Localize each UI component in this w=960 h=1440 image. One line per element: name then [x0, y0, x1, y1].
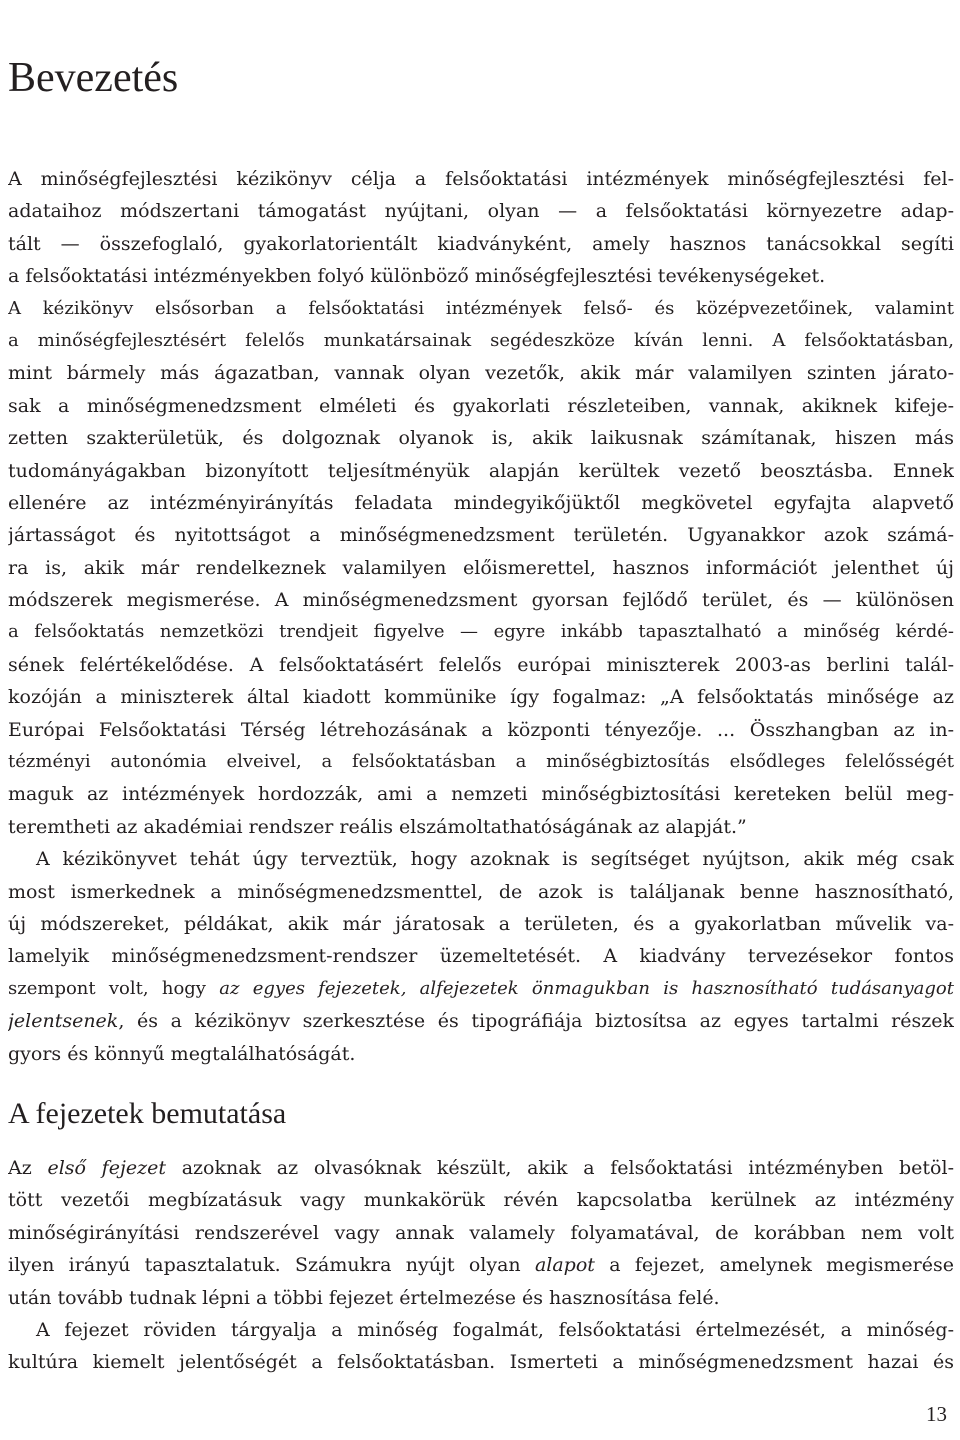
text-line: [8, 1249, 954, 1281]
text-line: a minőségfejlesztésért felelős munkatársainak segédeszköze kíván lenni. A felsőoktatásban,: [8, 329, 954, 351]
text-line: [8, 973, 954, 1005]
text-line: gyors és könnyű megtalálhatóságát.: [8, 1042, 356, 1065]
text-line: ellenére az intézményirányítás feladata mindegyikőjüktől megkövetel egyfajta alapvető: [8, 491, 954, 514]
subsection-heading: A fejezetek bemutatása: [8, 1097, 287, 1130]
text-line: most ismerkednek a minőségmenedzsmenttel, de azok is találjanak benne hasznosítható,: [8, 880, 954, 903]
text-line: jártasságot és nyitottságot a minőségmenedzsment területén. Ugyanakkor azok számá-: [8, 524, 954, 547]
text-line: tált — összefoglaló, gyakorlatorientált kiadványként, amely hasznos tanácsokkal segíti: [8, 232, 954, 255]
page-number: 13: [926, 1402, 947, 1426]
text-line: tött vezetői megbízatásuk vagy munkakörük révén kapcsolatba kerülnek az intézmény: [8, 1189, 954, 1212]
italic-text: jelentsenek: [8, 1010, 119, 1033]
text-line: teremtheti az akadémiai rendszer reális elszámoltathatóságának az alapját.”: [8, 815, 747, 838]
text-line: a felsőoktatási intézményekben folyó különböző minőségfejlesztési tevékenységeket.: [8, 265, 826, 288]
text-line: A fejezet röviden tárgyalja a minőség fogalmát, felsőoktatási értelmezését, a minőség-: [36, 1318, 954, 1341]
text-run: szempont volt, hogy: [8, 977, 220, 999]
intro-paragraph: [8, 163, 954, 1070]
text-line: új módszereket, példákat, akik már járatosak a területen, és a gyakorlatban művelik va-: [8, 912, 954, 935]
text-run: ilyen irányú tapasztalatuk. Számukra nyújt olyan: [8, 1254, 535, 1277]
chapters-paragraph: [8, 1152, 954, 1379]
text-line: ra is, akik már rendelkeznek valamilyen előismerettel, hasznos információt jelenthet új: [8, 556, 954, 579]
text-line: sak a minőségmenedzsment elméleti és gyakorlati részleteiben, vannak, akiknek kifeje-: [8, 394, 954, 417]
text-line: kultúra kiemelt jelentőségét a felsőoktatásban. Ismerteti a minőségmenedzsment hazai és: [8, 1351, 954, 1374]
text-run: azoknak az olvasóknak készült, akik a felsőoktatási intézményben betöl-: [165, 1157, 954, 1179]
italic-text: első fejezet: [47, 1157, 166, 1179]
text-line: a felsőoktatás nemzetközi trendjeit figyelve — egyre inkább tapasztalható a minőség kérdé-: [8, 621, 954, 643]
text-line: mint bármely más ágazatban, vannak olyan vezetők, akik már valamilyen szinten járato-: [8, 362, 954, 385]
italic-text: alapot: [534, 1254, 595, 1277]
text-line: [8, 1152, 954, 1184]
text-run: , és a kézikönyv szerkesztése és tipográfiája biztosítsa az egyes tartalmi részek: [118, 1010, 954, 1033]
text-line: sének felértékelődése. A felsőoktatásért felelős európai miniszterek 2003-as berlini talál-: [8, 653, 954, 676]
text-line: A minőségfejlesztési kézikönyv célja a felsőoktatási intézmények minőségfejlesztési fel-: [8, 168, 954, 190]
text-run: Az: [8, 1157, 48, 1179]
text-line: A kézikönyvet tehát úgy terveztük, hogy azoknak is segítséget nyújtson, akik még csak: [36, 848, 954, 871]
text-line: kozóján a miniszterek által kiadott kommünike így fogalmaz: „A felsőoktatás minősége az: [8, 686, 954, 709]
text-line: [8, 1005, 954, 1037]
text-run: a fejezet, amelynek megismerése: [594, 1254, 954, 1277]
text-line: zetten szakterületük, és dolgoznak olyanok is, akik laikusnak számítanak, hiszen más: [8, 427, 954, 450]
text-line: Európai Felsőoktatási Térség létrehozásának a központi tényezője. ... Összhangban az in-: [8, 718, 954, 741]
text-line: után tovább tudnak lépni a többi fejezet értelmezése és hasznosítása felé.: [8, 1286, 720, 1309]
text-line: A kézikönyv elsősorban a felsőoktatási intézmények felső- és középvezetőinek, valamint: [8, 297, 954, 319]
text-line: tudományágakban bizonyított teljesítményük alapján kerültek vezető beosztásba. Ennek: [8, 459, 954, 482]
section-heading: Bevezetés: [8, 55, 179, 101]
text-line: tézményi autonómia elveivel, a felsőoktatásban a minőségbiztosítás elsődleges felelősségét: [8, 751, 954, 773]
text-line: adataihoz módszertani támogatást nyújtani, olyan — a felsőoktatási környezetre adap-: [8, 200, 954, 223]
italic-text: az egyes fejezetek, alfejezetek önmagukban is hasznosítható tudásanyagot: [219, 977, 954, 999]
text-line: minőségirányítási rendszerével vagy annak valamely folyamatával, de korábban nem volt: [8, 1221, 954, 1244]
text-line: módszerek megismerése. A minőségmenedzsment gyorsan fejlődő terület, és — különösen: [8, 589, 954, 612]
text-line: lamelyik minőségmenedzsment-rendszer üzemeltetését. A kiadvány tervezésekor fontos: [8, 945, 954, 968]
text-line: maguk az intézmények hordozzák, ami a nemzeti minőségbiztosítási kereteken belül meg-: [8, 783, 954, 806]
